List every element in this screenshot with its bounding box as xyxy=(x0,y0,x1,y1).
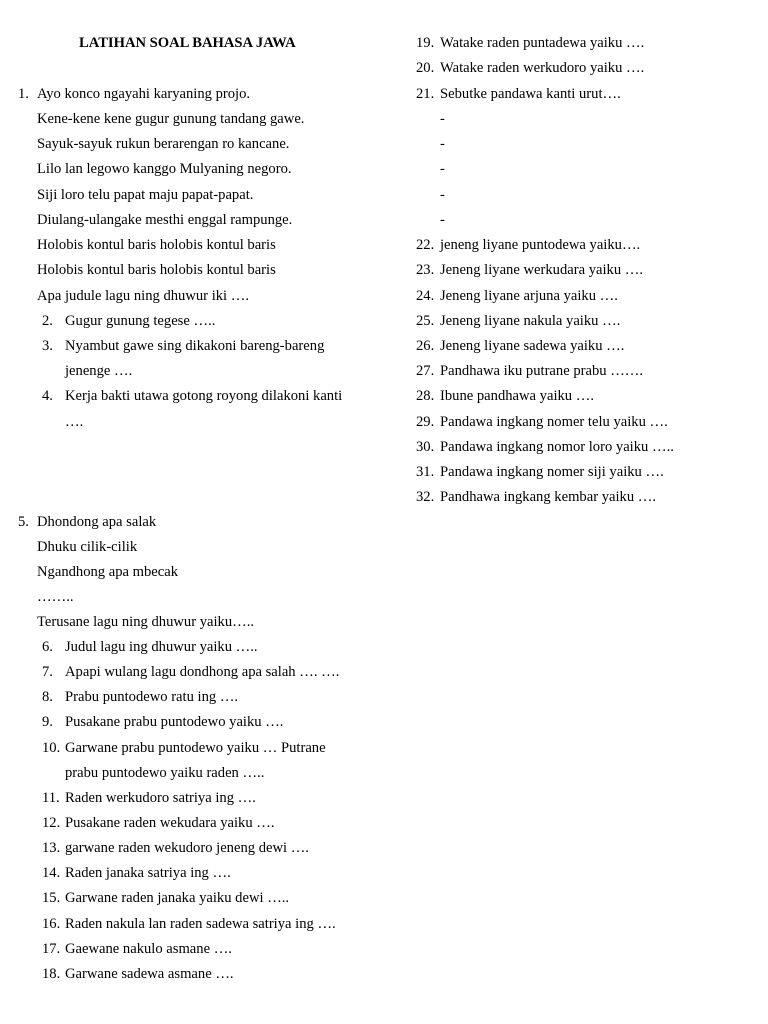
question-1-line: Lilo lan legowo kanggo Mulyaning negoro. xyxy=(37,161,292,177)
question-number: 15. xyxy=(42,890,61,906)
question-text: Gaewane nakulo asmane …. xyxy=(65,941,232,957)
question-text: Garwane raden janaka yaiku dewi ….. xyxy=(65,890,290,906)
question-text: jenenge …. xyxy=(65,363,133,379)
question-number: 9. xyxy=(42,714,53,730)
question-number: 21. xyxy=(416,86,435,102)
question-text: Garwane sadewa asmane …. xyxy=(65,966,234,982)
question-1-line: Apa judule lagu ning dhuwur iki …. xyxy=(37,288,249,304)
question-number: 28. xyxy=(416,388,435,404)
question-text: Gugur gunung tegese ….. xyxy=(65,313,216,329)
question-number: 17. xyxy=(42,941,61,957)
question-number: 8. xyxy=(42,689,53,705)
question-text: Watake raden puntadewa yaiku …. xyxy=(440,35,645,51)
question-5-line: Dhondong apa salak xyxy=(37,514,157,530)
answer-dash: - xyxy=(440,161,445,177)
question-text: Raden nakula lan raden sadewa satriya ing …. xyxy=(65,916,336,932)
question-text: Jeneng liyane sadewa yaiku …. xyxy=(440,338,625,354)
question-text: Jeneng liyane arjuna yaiku …. xyxy=(440,288,618,304)
question-number: 16. xyxy=(42,916,61,932)
question-text: Ibune pandhawa yaiku …. xyxy=(440,388,594,404)
question-1-line: Holobis kontul baris holobis kontul baris xyxy=(37,262,276,278)
question-text: Raden janaka satriya ing …. xyxy=(65,865,231,881)
page-title: LATIHAN SOAL BAHASA JAWA xyxy=(79,35,296,51)
question-5-line: Dhuku cilik-cilik xyxy=(37,539,138,555)
question-1-line: Ayo konco ngayahi karyaning projo. xyxy=(37,86,251,102)
answer-dash: - xyxy=(440,136,445,152)
question-number: 4. xyxy=(42,388,53,404)
question-number: 25. xyxy=(416,313,435,329)
question-text: Watake raden werkudoro yaiku …. xyxy=(440,60,645,76)
question-text: Pandhawa iku putrane prabu ……. xyxy=(440,363,644,379)
question-5-number: 5. xyxy=(18,514,29,530)
question-text: Pandawa ingkang nomer telu yaiku …. xyxy=(440,414,668,430)
question-text: Judul lagu ing dhuwur yaiku ….. xyxy=(65,639,258,655)
question-number: 13. xyxy=(42,840,61,856)
question-1-line: Kene-kene kene gugur gunung tandang gawe. xyxy=(37,111,305,127)
question-5-line: Terusane lagu ning dhuwur yaiku….. xyxy=(37,614,255,630)
question-1-line: Holobis kontul baris holobis kontul baris xyxy=(37,237,276,253)
question-text: Pandawa ingkang nomor loro yaiku ….. xyxy=(440,439,674,455)
question-number: 7. xyxy=(42,664,53,680)
question-text: Jeneng liyane nakula yaiku …. xyxy=(440,313,621,329)
question-number: 10. xyxy=(42,740,61,756)
question-text: jeneng liyane puntodewa yaiku…. xyxy=(440,237,641,253)
question-number: 32. xyxy=(416,489,435,505)
question-1-line: Sayuk-sayuk rukun berarengan ro kancane. xyxy=(37,136,290,152)
question-number: 12. xyxy=(42,815,61,831)
question-number: 18. xyxy=(42,966,61,982)
question-number: 6. xyxy=(42,639,53,655)
question-text: prabu puntodewo yaiku raden ….. xyxy=(65,765,265,781)
question-5-line: …….. xyxy=(37,589,74,605)
question-number: 26. xyxy=(416,338,435,354)
question-text: Pusakane raden wekudara yaiku …. xyxy=(65,815,275,831)
question-1-line: Diulang-ulangake mesthi enggal rampunge. xyxy=(37,212,293,228)
question-number: 30. xyxy=(416,439,435,455)
question-text: garwane raden wekudoro jeneng dewi …. xyxy=(65,840,309,856)
question-text: Kerja bakti utawa gotong royong dilakoni kanti xyxy=(65,388,343,404)
question-number: 24. xyxy=(416,288,435,304)
question-1-number: 1. xyxy=(18,86,29,102)
question-number: 23. xyxy=(416,262,435,278)
answer-dash: - xyxy=(440,111,445,127)
question-text: Apapi wulang lagu dondhong apa salah …. …. xyxy=(65,664,340,680)
question-text: Pandawa ingkang nomer siji yaiku …. xyxy=(440,464,664,480)
question-text: Pandhawa ingkang kembar yaiku …. xyxy=(440,489,657,505)
question-number: 2. xyxy=(42,313,53,329)
question-number: 20. xyxy=(416,60,435,76)
question-number: 11. xyxy=(42,790,60,806)
question-text: Pusakane prabu puntodewo yaiku …. xyxy=(65,714,284,730)
question-number: 22. xyxy=(416,237,435,253)
question-number: 31. xyxy=(416,464,435,480)
question-5-line: Ngandhong apa mbecak xyxy=(37,564,179,580)
question-text: Nyambut gawe sing dikakoni bareng-bareng xyxy=(65,338,325,354)
question-1-line: Siji loro telu papat maju papat-papat. xyxy=(37,187,254,203)
question-number: 29. xyxy=(416,414,435,430)
answer-dash: - xyxy=(440,212,445,228)
question-text: Prabu puntodewo ratu ing …. xyxy=(65,689,239,705)
question-text: …. xyxy=(65,414,84,430)
question-number: 14. xyxy=(42,865,61,881)
question-text: Sebutke pandawa kanti urut…. xyxy=(440,86,621,102)
question-text: Jeneng liyane werkudara yaiku …. xyxy=(440,262,644,278)
question-number: 27. xyxy=(416,363,435,379)
question-text: Raden werkudoro satriya ing …. xyxy=(65,790,256,806)
answer-dash: - xyxy=(440,187,445,203)
question-text: Garwane prabu puntodewo yaiku … Putrane xyxy=(65,740,326,756)
question-number: 3. xyxy=(42,338,53,354)
question-number: 19. xyxy=(416,35,435,51)
